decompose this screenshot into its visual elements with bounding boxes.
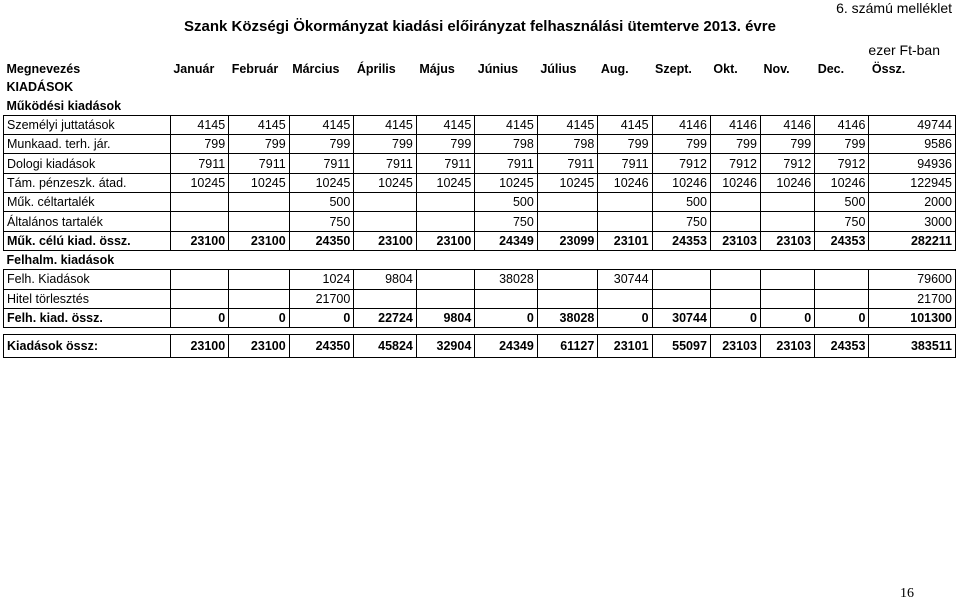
month-cell	[760, 212, 814, 231]
total-cell: 122945	[869, 173, 956, 192]
month-cell: 750	[289, 212, 354, 231]
month-cell: 799	[710, 135, 760, 154]
month-cell	[815, 270, 869, 289]
month-cell: 4145	[289, 115, 354, 134]
month-cell: 799	[416, 135, 474, 154]
month-cell	[170, 193, 228, 212]
month-cell	[354, 289, 417, 308]
column-header: Megnevezés	[6, 62, 81, 77]
month-cell: 799	[170, 135, 228, 154]
table-row	[4, 308, 956, 327]
month-cell: 7911	[170, 154, 228, 173]
row-label: Felh. Kiadások	[4, 270, 171, 289]
month-cell: 0	[760, 308, 814, 327]
month-cell	[537, 289, 597, 308]
month-cell: 7911	[354, 154, 417, 173]
page-title: Szank Községi Ökormányzat kiadási előirányzat felhasználási ütemterve 2013. évre	[184, 18, 776, 35]
column-header: Okt.	[713, 62, 738, 77]
table-row	[4, 289, 956, 308]
total-cell: 3000	[869, 212, 956, 231]
month-cell: 1024	[289, 270, 354, 289]
month-cell: 24350	[289, 335, 354, 358]
month-cell: 799	[354, 135, 417, 154]
month-cell: 10245	[475, 173, 538, 192]
month-cell	[537, 212, 597, 231]
column-header: Nov.	[763, 62, 790, 77]
row-label: Tám. pénzeszk. átad.	[4, 173, 171, 192]
section-title: Működési kiadások	[6, 98, 122, 113]
month-cell: 23100	[354, 231, 417, 250]
column-header: Július	[540, 62, 577, 77]
month-cell: 10245	[289, 173, 354, 192]
month-cell	[760, 289, 814, 308]
month-cell: 7912	[652, 154, 710, 173]
month-cell: 798	[475, 135, 538, 154]
row-label: Műk. céltartalék	[4, 193, 171, 212]
month-cell	[710, 212, 760, 231]
month-cell: 4145	[354, 115, 417, 134]
section-row-kiadasok	[4, 78, 956, 96]
month-cell: 23101	[598, 335, 652, 358]
month-cell	[416, 193, 474, 212]
row-label: Általános tartalék	[4, 212, 171, 231]
header-row	[4, 60, 956, 78]
month-cell	[229, 212, 289, 231]
section-title: KIADÁSOK	[6, 80, 74, 95]
month-cell	[170, 212, 228, 231]
column-header: Dec.	[817, 62, 845, 77]
month-cell: 4146	[652, 115, 710, 134]
column-header: Március	[292, 62, 340, 77]
month-cell: 4146	[815, 115, 869, 134]
month-cell: 500	[652, 193, 710, 212]
table-row	[4, 173, 956, 192]
table-row	[4, 154, 956, 173]
month-cell: 23099	[537, 231, 597, 250]
month-cell: 7911	[289, 154, 354, 173]
month-cell	[475, 289, 538, 308]
total-cell: 101300	[869, 308, 956, 327]
month-cell: 798	[537, 135, 597, 154]
month-cell: 750	[815, 212, 869, 231]
table-row	[4, 231, 956, 250]
month-cell: 799	[652, 135, 710, 154]
table-row	[4, 335, 956, 358]
column-header: Február	[231, 62, 279, 77]
month-cell	[354, 193, 417, 212]
month-cell: 7911	[537, 154, 597, 173]
month-cell: 24353	[815, 335, 869, 358]
month-cell	[229, 270, 289, 289]
month-cell: 24349	[475, 231, 538, 250]
column-header: Május	[419, 62, 455, 77]
month-cell: 10246	[710, 173, 760, 192]
month-cell	[598, 212, 652, 231]
month-cell: 4145	[475, 115, 538, 134]
month-cell: 0	[710, 308, 760, 327]
row-label: Műk. célú kiad. össz.	[4, 231, 171, 250]
total-cell: 383511	[869, 335, 956, 358]
month-cell	[170, 289, 228, 308]
month-cell	[815, 289, 869, 308]
table-row	[4, 115, 956, 134]
month-cell	[710, 193, 760, 212]
month-cell: 30744	[652, 308, 710, 327]
month-cell: 23100	[416, 231, 474, 250]
month-cell: 10246	[815, 173, 869, 192]
month-cell: 38028	[537, 308, 597, 327]
month-cell: 0	[598, 308, 652, 327]
month-cell: 7911	[229, 154, 289, 173]
column-header: Április	[356, 62, 396, 77]
month-cell: 7912	[710, 154, 760, 173]
budget-table	[3, 60, 956, 358]
month-cell: 750	[475, 212, 538, 231]
column-header: Szept.	[655, 62, 692, 77]
table-row	[4, 135, 956, 154]
month-cell: 24353	[652, 231, 710, 250]
month-cell: 4145	[170, 115, 228, 134]
month-cell: 10245	[416, 173, 474, 192]
month-cell: 4146	[760, 115, 814, 134]
row-label: Kiadások össz:	[4, 335, 171, 358]
page-number: 16	[900, 586, 914, 601]
month-cell	[710, 289, 760, 308]
column-header: Január	[173, 62, 215, 77]
month-cell: 799	[598, 135, 652, 154]
month-cell: 4146	[710, 115, 760, 134]
month-cell: 0	[170, 308, 228, 327]
month-cell	[170, 270, 228, 289]
month-cell	[652, 270, 710, 289]
month-cell	[416, 270, 474, 289]
month-cell: 0	[229, 308, 289, 327]
month-cell	[598, 289, 652, 308]
month-cell	[598, 193, 652, 212]
section-row-felhalm	[4, 250, 956, 269]
month-cell: 24350	[289, 231, 354, 250]
table-row	[4, 270, 956, 289]
month-cell: 0	[815, 308, 869, 327]
month-cell: 799	[289, 135, 354, 154]
month-cell: 10246	[652, 173, 710, 192]
month-cell: 10245	[229, 173, 289, 192]
month-cell: 23100	[170, 335, 228, 358]
month-cell: 7911	[598, 154, 652, 173]
annex-label: 6. számú melléklet	[836, 0, 952, 16]
table-row	[4, 212, 956, 231]
month-cell: 23103	[760, 335, 814, 358]
row-label: Felh. kiad. össz.	[4, 308, 171, 327]
month-cell	[416, 212, 474, 231]
section-row-mukodesi	[4, 97, 956, 116]
month-cell: 23101	[598, 231, 652, 250]
month-cell: 500	[815, 193, 869, 212]
month-cell	[229, 193, 289, 212]
total-cell: 94936	[869, 154, 956, 173]
month-cell	[760, 270, 814, 289]
month-cell: 23103	[710, 231, 760, 250]
total-cell: 9586	[869, 135, 956, 154]
column-header: Össz.	[871, 62, 906, 77]
row-label: Dologi kiadások	[4, 154, 171, 173]
month-cell: 10246	[598, 173, 652, 192]
month-cell: 23100	[170, 231, 228, 250]
month-cell: 799	[815, 135, 869, 154]
total-cell: 79600	[869, 270, 956, 289]
month-cell: 500	[475, 193, 538, 212]
month-cell: 500	[289, 193, 354, 212]
month-cell: 7911	[416, 154, 474, 173]
month-cell: 10246	[760, 173, 814, 192]
month-cell: 799	[760, 135, 814, 154]
month-cell: 4145	[598, 115, 652, 134]
month-cell	[537, 270, 597, 289]
total-cell: 282211	[869, 231, 956, 250]
month-cell: 23100	[229, 231, 289, 250]
month-cell: 24353	[815, 231, 869, 250]
row-label: Hitel törlesztés	[4, 289, 171, 308]
month-cell: 61127	[537, 335, 597, 358]
month-cell	[537, 193, 597, 212]
total-cell: 21700	[869, 289, 956, 308]
month-cell	[710, 270, 760, 289]
month-cell	[416, 289, 474, 308]
month-cell: 4145	[229, 115, 289, 134]
month-cell: 10245	[354, 173, 417, 192]
total-cell: 49744	[869, 115, 956, 134]
month-cell: 7912	[815, 154, 869, 173]
month-cell: 7911	[475, 154, 538, 173]
month-cell	[760, 193, 814, 212]
month-cell: 55097	[652, 335, 710, 358]
row-label: Munkaad. terh. jár.	[4, 135, 171, 154]
month-cell: 4145	[537, 115, 597, 134]
section-title: Felhalm. kiadások	[6, 253, 115, 268]
unit-label: ezer Ft-ban	[868, 42, 940, 58]
table-row	[4, 193, 956, 212]
month-cell: 799	[229, 135, 289, 154]
month-cell: 23103	[760, 231, 814, 250]
month-cell	[652, 289, 710, 308]
month-cell: 23100	[229, 335, 289, 358]
month-cell: 9804	[416, 308, 474, 327]
month-cell: 21700	[289, 289, 354, 308]
month-cell: 22724	[354, 308, 417, 327]
month-cell: 9804	[354, 270, 417, 289]
month-cell: 24349	[475, 335, 538, 358]
column-header: Aug.	[600, 62, 629, 77]
month-cell: 750	[652, 212, 710, 231]
month-cell: 32904	[416, 335, 474, 358]
total-cell: 2000	[869, 193, 956, 212]
month-cell: 10245	[537, 173, 597, 192]
spacer-row	[4, 328, 956, 335]
month-cell	[354, 212, 417, 231]
month-cell: 7912	[760, 154, 814, 173]
column-header: Június	[477, 62, 519, 77]
row-label: Személyi juttatások	[4, 115, 171, 134]
month-cell: 0	[475, 308, 538, 327]
month-cell: 38028	[475, 270, 538, 289]
month-cell: 23103	[710, 335, 760, 358]
month-cell	[229, 289, 289, 308]
month-cell: 0	[289, 308, 354, 327]
month-cell: 30744	[598, 270, 652, 289]
month-cell: 4145	[416, 115, 474, 134]
month-cell: 45824	[354, 335, 417, 358]
month-cell: 10245	[170, 173, 228, 192]
